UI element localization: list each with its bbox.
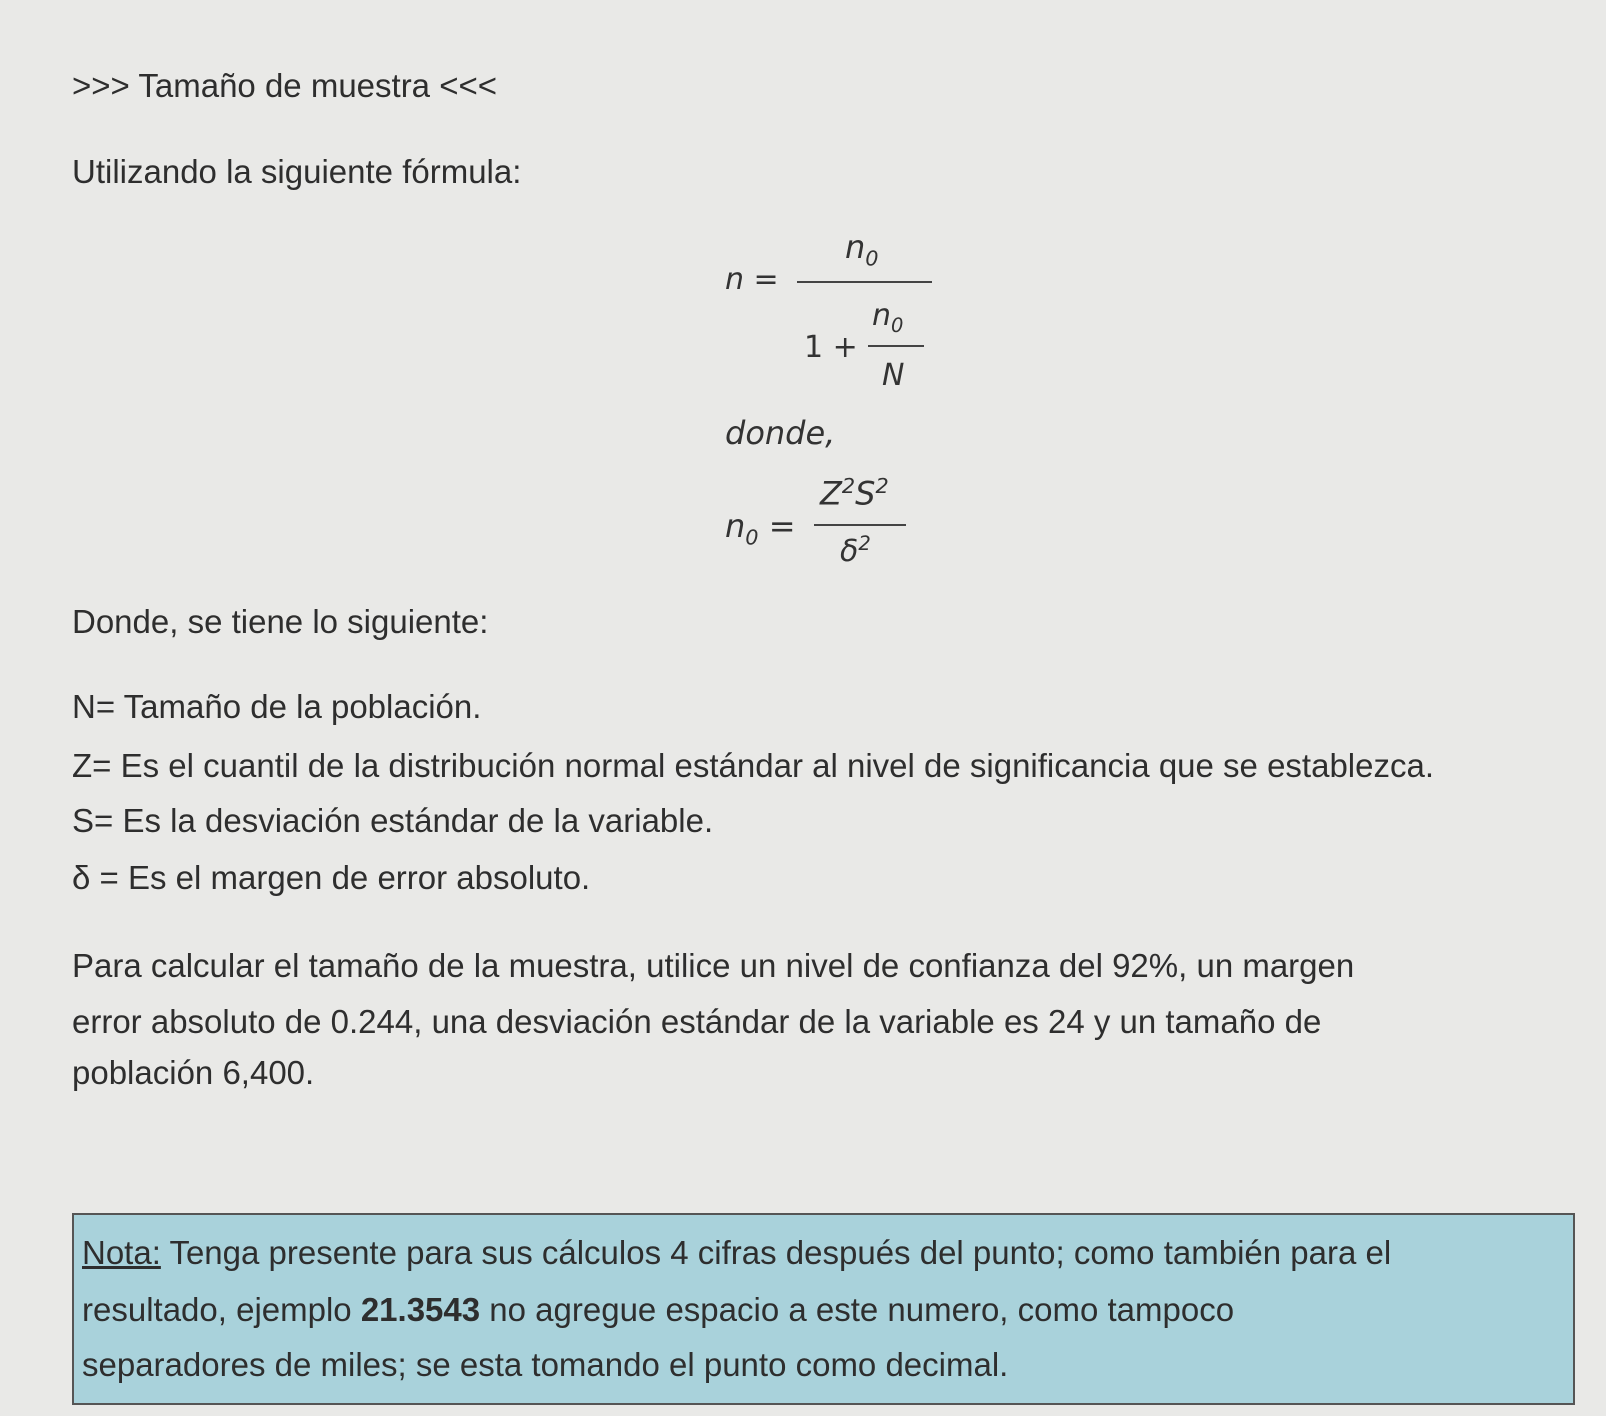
definition-S: S= Es la desviación estándar de la variable. bbox=[72, 802, 714, 839]
definitions-intro: Donde, se tiene lo siguiente: bbox=[72, 603, 489, 640]
small-fraction-bar bbox=[868, 345, 924, 347]
note-line-1: Nota: Tenga presente para sus cálculos 4 cifras después del punto; como también para el bbox=[82, 1234, 1392, 1271]
note-line-3: separadores de miles; se esta tomando el punto como decimal. bbox=[82, 1346, 1009, 1383]
n-equals: n = bbox=[725, 262, 779, 297]
definition-delta: δ = Es el margen de error absoluto. bbox=[72, 859, 591, 896]
n0-label: $n_0$ = bbox=[725, 507, 796, 550]
numerator-n0: $n_0$ bbox=[845, 228, 879, 271]
section-title: >>> Tamaño de muestra <<< bbox=[72, 67, 498, 104]
denominator-delta2: $\delta^2$ bbox=[840, 532, 871, 569]
problem-line-1: Para calcular el tamaño de la muestra, utilice un nivel de confianza del 92%, un margen bbox=[72, 947, 1355, 984]
problem-line-3: población 6,400. bbox=[72, 1054, 315, 1091]
intro-text: Utilizando la siguiente fórmula: bbox=[72, 153, 522, 190]
small-numerator-n0: $n_0$ bbox=[872, 298, 904, 337]
fraction-bar-2 bbox=[814, 524, 906, 526]
problem-line-2: error absoluto de 0.244, una desviación estándar de la variable es 24 y un tamaño de bbox=[72, 1003, 1322, 1040]
numerator-z2s2: $Z^2S^2$ bbox=[820, 474, 889, 513]
donde-label: donde, bbox=[725, 414, 836, 452]
note-label: Nota: bbox=[82, 1234, 161, 1271]
one-plus: 1 + bbox=[804, 330, 858, 365]
definition-N: N= Tamaño de la población. bbox=[72, 688, 482, 725]
definition-Z: Z= Es el cuantil de la distribución normal estándar al nivel de significancia que se establezca. bbox=[72, 747, 1435, 784]
note-box bbox=[72, 1213, 1575, 1405]
note-line-2: resultado, ejemplo 21.3543 no agregue espacio a este numero, como tampoco bbox=[82, 1291, 1235, 1328]
example-number: 21.3543 bbox=[360, 1291, 481, 1328]
fraction-bar bbox=[797, 281, 932, 283]
denominator-N: N bbox=[882, 358, 905, 393]
